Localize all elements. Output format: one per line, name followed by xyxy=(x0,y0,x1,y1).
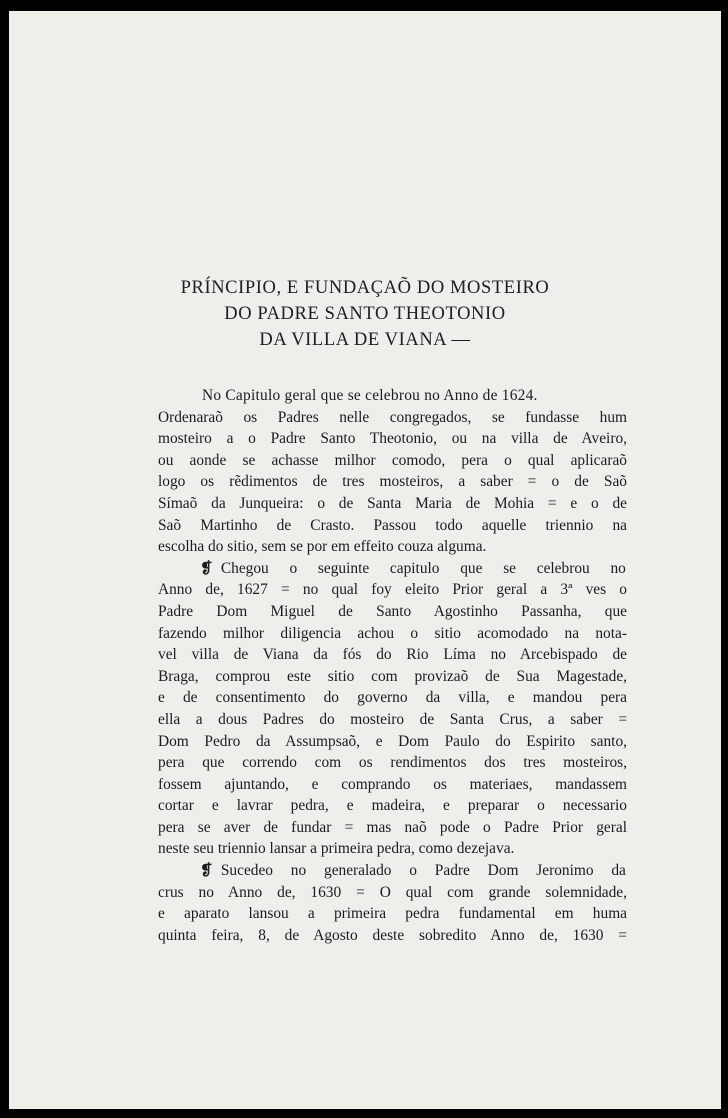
scanned-page xyxy=(9,11,721,1109)
text-line: ou aonde se achasse milhor comodo, pera o qual aplicaraõ xyxy=(158,451,627,469)
text-line: pera que correndo com os rendimentos dos tres mosteiros, xyxy=(158,754,627,772)
chapter-title xyxy=(9,275,721,353)
text-line: e aparato lansou a primeira pedra fundamental em huma xyxy=(158,905,627,923)
text-line xyxy=(158,558,627,580)
paragraph-3 xyxy=(158,860,627,946)
paragraph-2 xyxy=(158,558,627,860)
title-line: DA VILLA DE VIANA — xyxy=(259,330,471,350)
text-line: neste seu triennio lansar a primeira pedra, como dezejava. xyxy=(158,840,515,858)
text-line: ella a dous Padres do mosteiro de Santa Crus, a saber = xyxy=(158,710,627,728)
text-line-content: Chegou o seguinte capitulo que se celebrou no xyxy=(220,559,626,577)
text-line: fazendo milhor diligencia achou o sitio acomodado na nota- xyxy=(158,624,627,642)
text-line: pera se aver de fundar = mas naõ pode o Padre Prior geral xyxy=(158,818,627,836)
text-line: Símaõ da Junqueira: o de Santa Maria de Mohia = e o de xyxy=(158,494,627,512)
text-line: logo os rẽdimentos de tres mosteiros, a saber = o de Saõ xyxy=(158,473,627,491)
paragraph-mark-icon: ❡ xyxy=(200,861,211,880)
body-text xyxy=(158,385,627,946)
text-line: Saõ Martinho de Crasto. Passou todo aquelle triennio na xyxy=(158,516,627,534)
text-line: fossem ajuntando, e comprando os materiaes, mandassem xyxy=(158,775,627,793)
text-line: Padre Dom Miguel de Santo Agostinho Passanha, que xyxy=(158,602,627,620)
text-line: vel villa de Viana da fós do Rio Líma no Arcebispado de xyxy=(158,646,627,664)
paragraph-1 xyxy=(158,385,627,558)
text-line xyxy=(158,860,627,882)
text-line: quinta feira, 8, de Agosto deste sobredito Anno de, 1630 = xyxy=(158,926,627,944)
text-line: e de consentimento do governo da villa, e mandou pera xyxy=(158,689,627,707)
title-line: PRÍNCIPIO, E FUNDAÇAÕ DO MOSTEIRO xyxy=(180,278,550,298)
text-line: Braga, comprou este sitio com provizaõ de Sua Magestade, xyxy=(158,667,627,685)
text-line: Dom Pedro da Assumpsaõ, e Dom Paulo do Espirito santo, xyxy=(158,732,627,750)
title-line: DO PADRE SANTO THEOTONIO xyxy=(224,304,506,324)
text-line: Ordenaraõ os Padres nelle congregados, se fundasse hum xyxy=(158,408,627,426)
text-line: No Capitulo geral que se celebrou no Anno de 1624. xyxy=(202,387,538,404)
text-line: mosteiro a o Padre Santo Theotonio, ou na villa de Aveiro, xyxy=(158,430,627,448)
text-line: Anno de, 1627 = no qual foy eleito Prior geral a 3ª ves o xyxy=(158,581,627,599)
text-line-content: Sucedeo no generalado o Padre Dom Jeronimo da xyxy=(220,862,626,880)
text-line: crus no Anno de, 1630 = O qual com grande solemnidade, xyxy=(158,883,627,901)
text-line: cortar e lavrar pedra, e madeira, e preparar o necessario xyxy=(158,797,627,815)
paragraph-mark-icon: ❡ xyxy=(200,558,211,577)
text-line: escolha do sitio, sem se por em effeito couza alguma. xyxy=(158,538,487,556)
